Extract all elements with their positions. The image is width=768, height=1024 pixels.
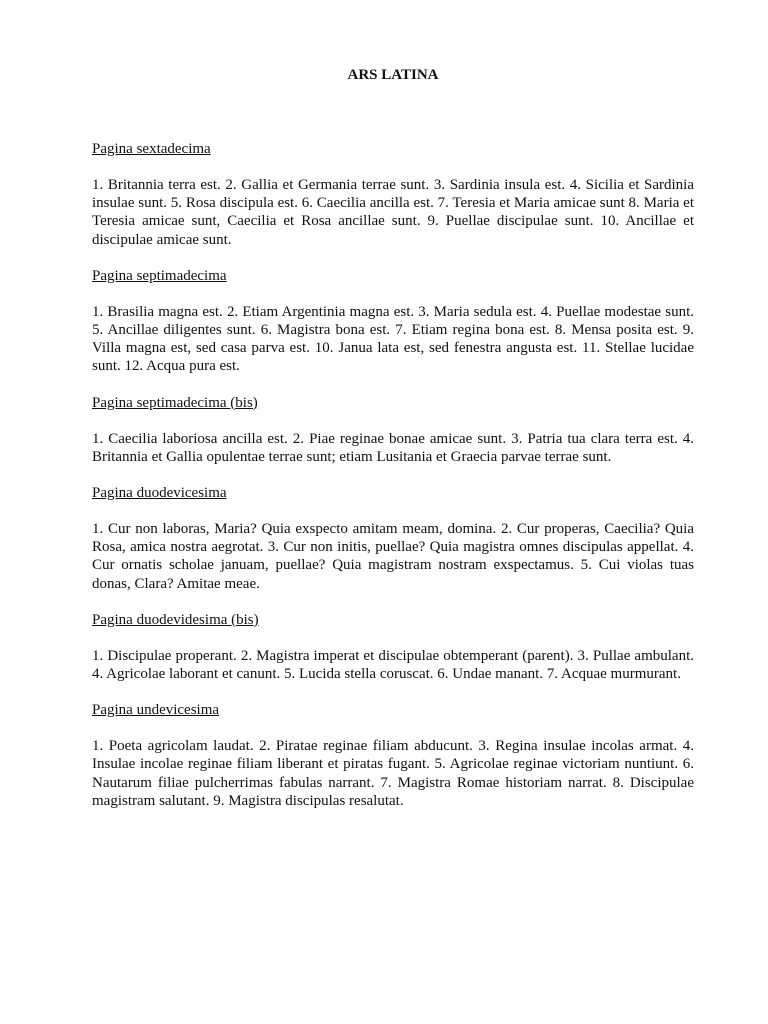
section-text: 1. Discipulae properant. 2. Magistra imperat et discipulae obtemperant (parent). 3. Pullae ambulant. 4. Agricolae laborant et canunt. 5. Lucida stella coruscat. 6. Undae manant. 7. Acquae murmurant.: [92, 647, 694, 683]
section-pagina-duodevicesima: [92, 484, 694, 593]
section-heading: Pagina undevicesima: [92, 702, 220, 719]
section-pagina-undevicesima: [92, 701, 694, 810]
section-text: 1. Cur non laboras, Maria? Quia exspecto amitam meam, domina. 2. Cur properas, Caecilia? Quia Rosa, amica nostra aegrotat. 3. Cur non initis, puellae? Quia magistra omnes discipulas appellat. 4. Cur ornatis scholae januam, puellae? Quia magistram nostram exspectamus. 5. Cui violas tuas donas, Clara? Amitae meae.: [92, 521, 694, 592]
section-pagina-septimadecima: [92, 267, 694, 376]
section-heading: Pagina duodevidesima (bis): [92, 611, 259, 628]
document-page: [92, 66, 694, 828]
section-pagina-sextadecima: [92, 140, 694, 249]
page-title: ARS LATINA: [347, 67, 439, 83]
section-text: 1. Brasilia magna est. 2. Etiam Argentinia magna est. 3. Maria sedula est. 4. Puellae modestae sunt. 5. Ancillae diligentes sunt. 6. Magistra bona est. 7. Etiam regina bona est. 8. Mensa posita est. 9. Villa magna est, sed casa parva est. 10. Janua lata est, sed fenestra angusta est. 11. Stellae lucidae sunt. 12. Acqua pura est.: [92, 303, 694, 375]
section-heading: Pagina sextadecima: [92, 141, 211, 157]
section-heading: Pagina duodevicesima: [92, 485, 227, 502]
section-text: 1. Britannia terra est. 2. Gallia et Germania terrae sunt. 3. Sardinia insula est. 4. Sicilia et Sardinia insulae sunt. 5. Rosa discipula est. 6. Caecilia ancilla est. 7. Teresia et Maria amicae sunt 8. Maria et Teresia amicae sunt, Caecilia et Rosa ancillae sunt. 9. Puellae discipulae sunt. 10. Ancillae et discipulae amicae sunt.: [92, 177, 694, 248]
section-heading: Pagina septimadecima (bis): [92, 394, 258, 411]
section-heading: Pagina septimadecima: [92, 267, 227, 284]
section-pagina-septimadecima-bis: [92, 394, 694, 466]
section-text: 1. Caecilia laboriosa ancilla est. 2. Piae reginae bonae amicae sunt. 3. Patria tua clara terra est. 4. Britannia et Gallia opulentae terrae sunt; etiam Lusitania et Graecia parvae terrae sunt.: [92, 430, 694, 465]
section-pagina-duodevidesima-bis: [92, 611, 694, 683]
section-text: 1. Poeta agricolam laudat. 2. Piratae reginae filiam abducunt. 3. Regina insulae incolas armat. 4. Insulae incolae reginae filiam liberant et piratas fugant. 5. Agricolae reginae victoriam nuntiunt. 6. Nautarum filiae pulcherrimas fabulas narrant. 7. Magistra Romae historiam narrat. 8. Discipulae magistram salutant. 9. Magistra discipulas resalutat.: [92, 738, 694, 809]
